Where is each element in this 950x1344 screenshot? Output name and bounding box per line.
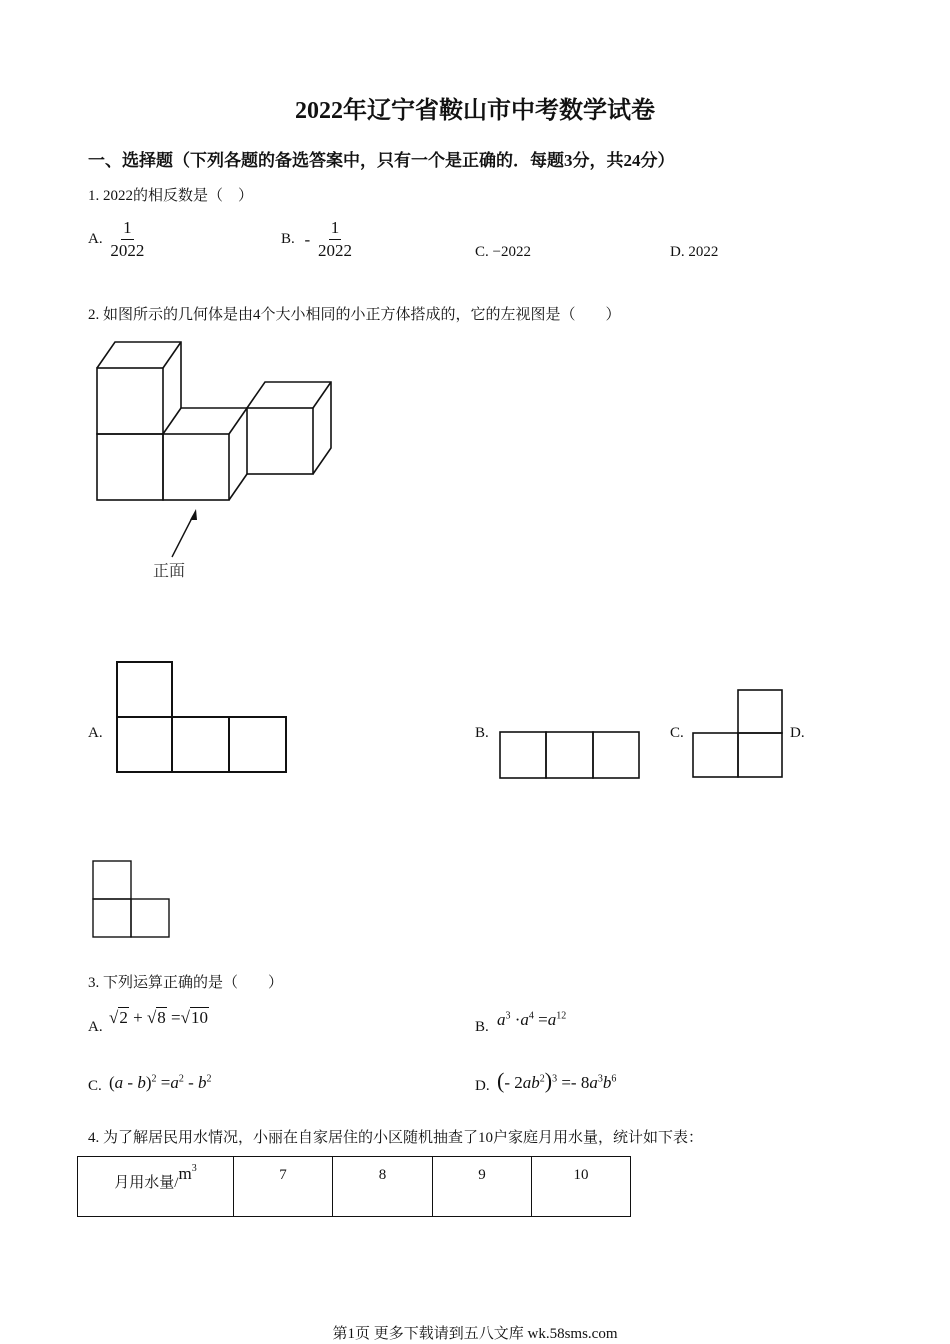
question-2-stem: 2. 如图所示的几何体是由4个大小相同的小正方体搭成的，它的左视图是（ ） [88,307,621,323]
minus-sign: - [304,229,311,249]
question-4-stem: 4. 为了解居民用水情况，小丽在自家居住的小区随机抽查了10户家庭月用水量，统计如下表： [88,1130,704,1146]
q1-option-c[interactable]: C. −2022 [475,244,531,260]
option-label: B. [281,231,295,247]
fraction-numerator: 1 [121,218,134,240]
header-label: 月用水量/ [114,1175,179,1191]
q2-option-b-label[interactable]: B. [475,725,489,741]
q3-option-d-expression: (- $2ab^2)^3 =- 8a^3b^6$ [497,1068,617,1093]
radicand: 2 [119,1008,128,1027]
table-cell: 9 [433,1157,532,1217]
q3-option-c-expression: $(a - b)^2 =a^2 - b^2$ [109,1073,212,1092]
q3-option-a-label[interactable]: A. [88,1019,103,1035]
fraction-numerator: 1 [329,218,342,240]
q3-option-b-label[interactable]: B. [475,1019,489,1035]
radicand: 8 [157,1008,166,1027]
q2-option-a-label[interactable]: A. [88,725,103,741]
radicand: 10 [190,1008,208,1027]
q3-option-c-label[interactable]: C. [88,1078,102,1094]
q1-option-d[interactable]: D. 2022 [670,244,719,260]
header-exponent: 3 [191,1163,197,1174]
q3-option-d-label[interactable]: D. [475,1078,490,1094]
front-label: 正面 [153,561,186,580]
water-usage-table [77,1156,631,1217]
table-cell: 8 [333,1157,433,1217]
table-header-cell [78,1157,234,1217]
table-cell: 7 [234,1157,333,1217]
q3-option-a-expression: √2 + √8 =√10 [109,1008,208,1027]
table-row [78,1157,631,1217]
q3-option-b-expression: $a^3 \cdot a^4 =a^{12}$ [497,1010,567,1029]
fraction-denominator: 2022 [317,241,352,260]
section-heading: 一、选择题（下列各题的备选答案中，只有一个是正确的．每题3分，共24分） [88,151,675,170]
question-3-stem: 3. 下列运算正确的是（ ） [88,975,284,991]
q2-option-d-label[interactable]: D. [790,725,805,741]
header-unit: m [178,1164,192,1183]
question-1-stem: 1. 2022的相反数是（ ） [88,188,254,204]
plus-sign: + [133,1008,143,1027]
option-label: A. [88,231,103,247]
equals-sign: = [171,1008,181,1027]
table-cell: 10 [532,1157,631,1217]
page-title: 2022年辽宁省鞍山市中考数学试卷 [295,98,655,124]
q2-option-c-label[interactable]: C. [670,725,684,741]
fraction-denominator: 2022 [110,241,145,260]
page-footer: 第1页 更多下载请到五八文库 wk.58sms.com [332,1326,618,1342]
